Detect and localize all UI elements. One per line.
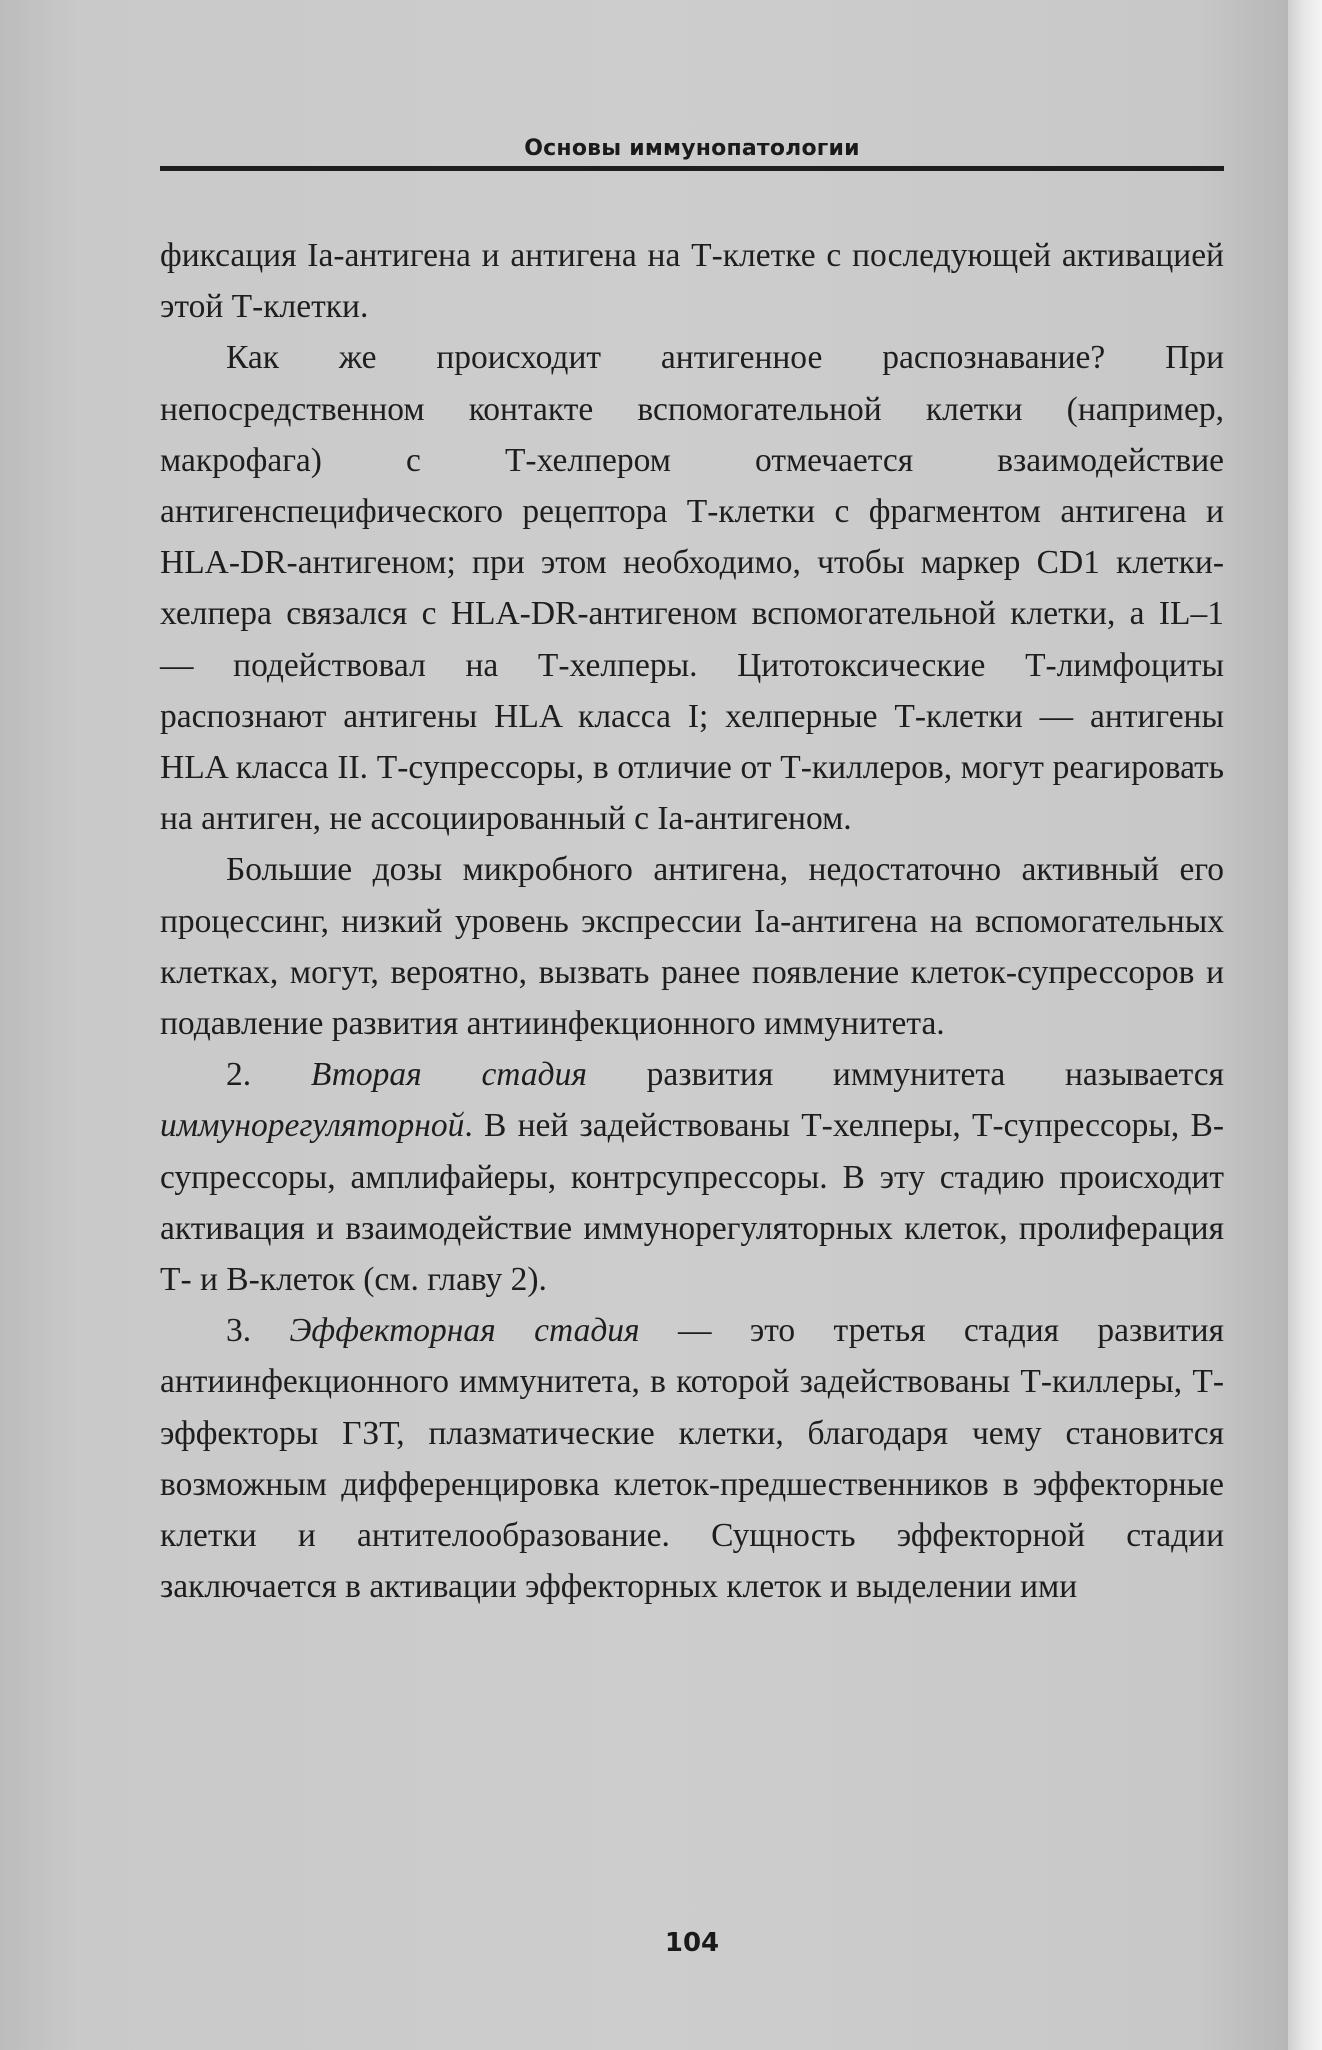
paragraph-5 (160, 1305, 1224, 1612)
page-edge (1288, 0, 1322, 2050)
page-number: 104 (664, 1928, 720, 1958)
paragraph-4 (160, 1049, 1224, 1305)
immunoregulatory-term: иммунорегуляторной (160, 1107, 465, 1145)
paragraph-5-text: — это третья стадия развития антиинфекционного иммунитета, в которой задействованы Т-киллеры, Т-эффекторы ГЗТ, плазматические клетки, благодаря чему становится возможным дифференцировка клеток-предшественников в эффекторные клетки и антителообразование. Сущность эффекторной стадии заключается в активации эффекторных клеток и выделении ими (160, 1312, 1224, 1606)
running-title: Основы иммунопатологии (524, 136, 860, 161)
list-number-2: 2. (226, 1056, 311, 1094)
paragraph-4-text-a: развития иммунитета называется (586, 1056, 1224, 1094)
list-number-3: 3. (226, 1312, 290, 1350)
header-rule (160, 166, 1224, 171)
effector-stage-term: Эффекторная стадия (289, 1312, 640, 1350)
page-body (160, 230, 1224, 1612)
paragraph-4-text-b: . В ней задействованы Т-хелперы, Т-супрессоры, В-супрессоры, амплифайеры, контрсупрессоры. В эту стадию происходит активация и взаимодействие иммунорегуляторных клеток, пролиферация Т- и В-клеток (см. главу 2). (160, 1107, 1224, 1299)
paragraph-3: Большие дозы микробного антигена, недостаточно активный его процессинг, низкий уровень экспрессии Ia-антигена на вспомогательных клетках, могут, вероятно, вызвать ранее появление клеток-супрессоров и подавление развития антиинфекционного иммунитета. (160, 851, 1224, 1043)
paragraph-2: Как же происходит антигенное распознавание? При непосредственном контакте вспомогательной клетки (например, макрофага) с Т-хелпером отмечается взаимодействие антигенспецифического рецептора Т-клетки с фрагментом антигена и HLA-DR-антигеном; при этом необходимо, чтобы маркер CD1 клетки-хелпера связался с HLA-DR-антигеном вспомогательной клетки, а IL–1 — подействовал на Т-хелперы. Цитотоксические Т-лимфоциты распознают антигены HLA класса I; хелперные Т-клетки — антигены HLA класса II. Т-супрессоры, в отличие от Т-киллеров, могут реагировать на антиген, не ассоциированный с Ia-антигеном. (160, 339, 1224, 838)
paragraph-1: фиксация Ia-антигена и антигена на Т-клетке с последующей активацией этой Т-клетки. (160, 237, 1224, 326)
stage-two-term: Вторая стадия (310, 1056, 587, 1094)
